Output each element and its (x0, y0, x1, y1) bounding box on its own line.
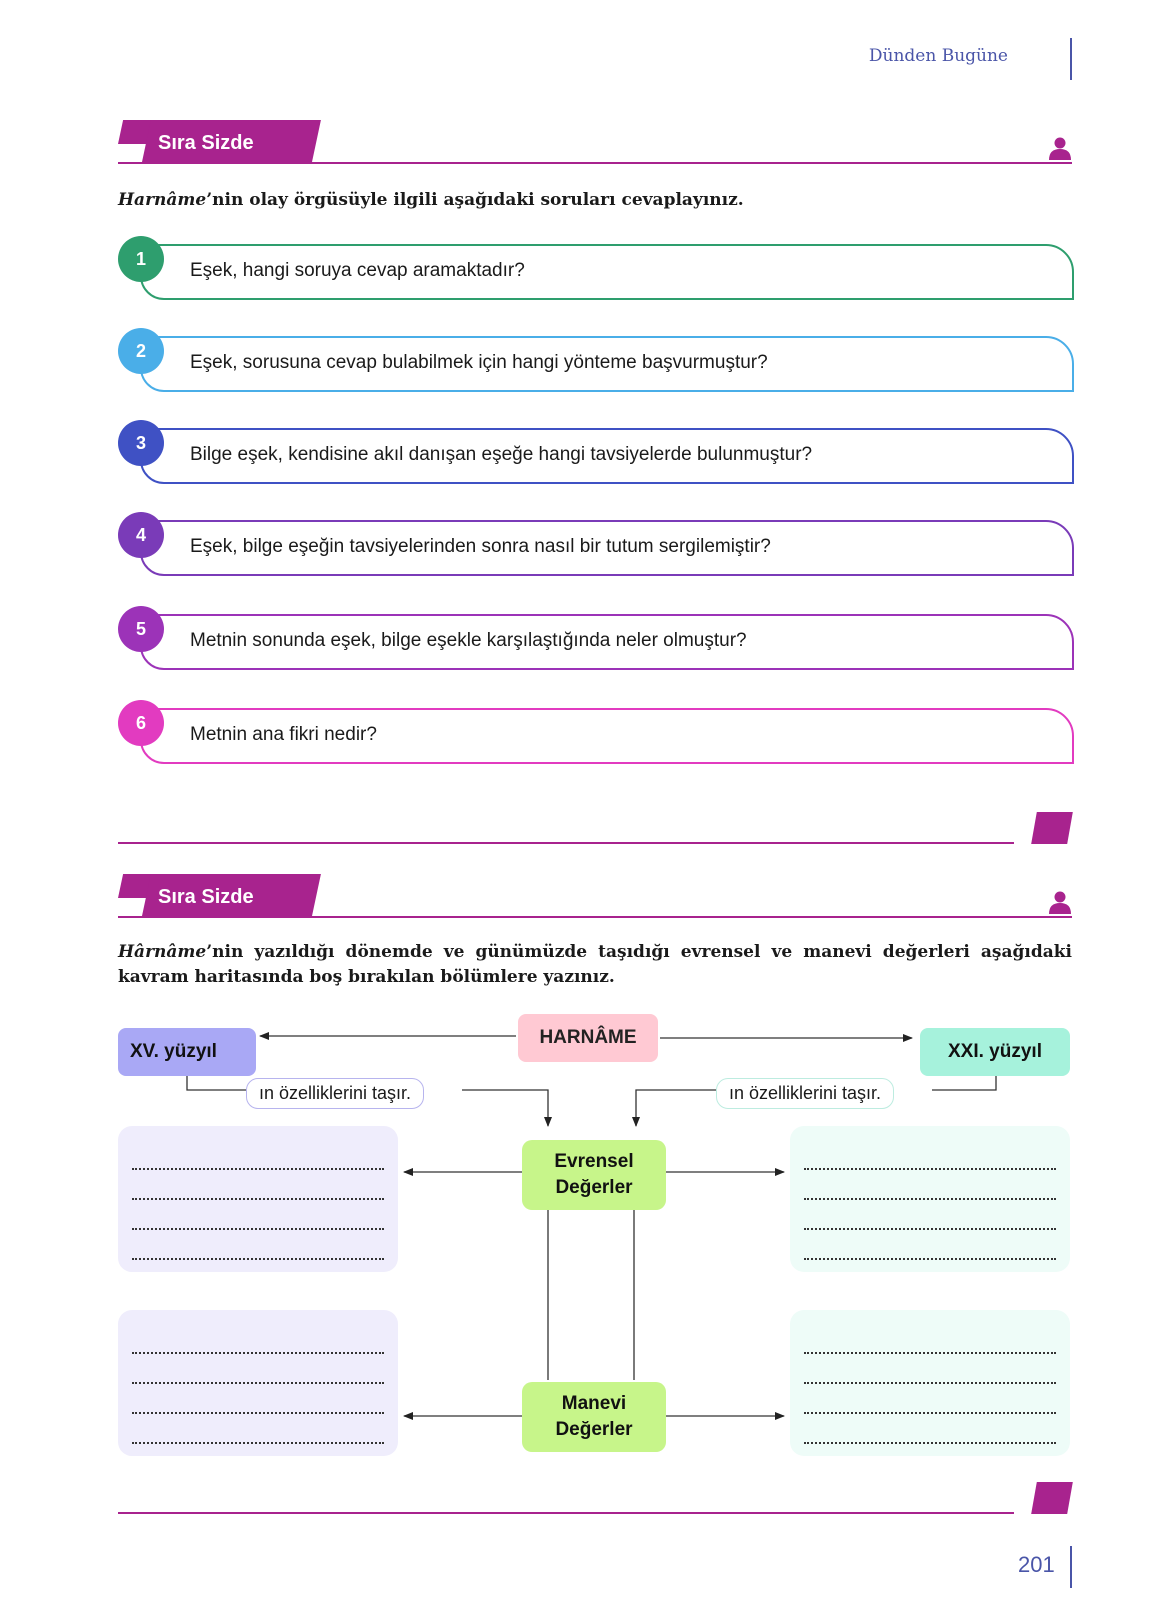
question-number: 5 (118, 606, 164, 652)
universal-values-node (522, 1140, 666, 1210)
question-number: 2 (118, 328, 164, 374)
question-number: 3 (118, 420, 164, 466)
xv-century-node: XV. yüzyıl (118, 1028, 256, 1076)
section-title: Sıra Sizde (158, 132, 254, 154)
question-number: 1 (118, 236, 164, 282)
question-text: Metnin ana fikri nedir? (190, 724, 377, 745)
page-number: 201 (1018, 1552, 1055, 1577)
section-end-block (1031, 1482, 1073, 1514)
page-number-bar (1070, 1546, 1072, 1588)
question-number: 4 (118, 512, 164, 558)
left-characteristics-pill: ın özelliklerini taşır. (246, 1078, 424, 1109)
question-text: Bilge eşek, kendisine akıl danışan eşeğe hangi tavsiyelerde bulunmuştur? (190, 444, 813, 465)
spiritual-values-node (522, 1382, 666, 1452)
section-title: Sıra Sizde (158, 886, 254, 908)
question-number: 6 (118, 700, 164, 746)
instruction-text: ’nin yazıldığı dönemde ve günümüzde taşıdığı evrensel ve manevi değerleri aşağıdaki kavram haritasında boş bırakılan bölümlere yazınız. (118, 942, 1072, 987)
xxi-century-node: XXI. yüzyıl (920, 1028, 1070, 1076)
question-text: Eşek, hangi soruya cevap aramaktadır? (190, 260, 525, 281)
xv-spiritual-answer-box[interactable] (118, 1310, 398, 1456)
question-text: Eşek, bilge eşeğin tavsiyelerinden sonra nasıl bir tutum sergilemiştir? (190, 536, 771, 557)
instruction-italic: Harnâme (118, 190, 207, 210)
question-text: Metnin sonunda eşek, bilge eşekle karşılaştığında neler olmuştur? (190, 630, 747, 651)
running-head: Dünden Bugüne (868, 46, 1008, 66)
universal-values-line2: Değerler (555, 1177, 633, 1198)
section-end-line (118, 1512, 1014, 1514)
harname-node: HARNÂME (518, 1014, 658, 1062)
spiritual-values-line1: Manevi (561, 1393, 627, 1414)
xxi-spiritual-answer-box[interactable] (790, 1310, 1070, 1456)
xxi-universal-answer-box[interactable] (790, 1126, 1070, 1272)
instruction-italic: Hârnâme (118, 942, 207, 962)
instruction-text: ’nin olay örgüsüyle ilgili aşağıdaki soruları cevaplayınız. (206, 190, 744, 210)
xv-universal-answer-box[interactable] (118, 1126, 398, 1272)
spiritual-values-line2: Değerler (555, 1419, 633, 1440)
right-characteristics-pill: ın özelliklerini taşır. (716, 1078, 894, 1109)
universal-values-line1: Evrensel (554, 1151, 634, 1172)
question-text: Eşek, sorusuna cevap bulabilmek için hangi yönteme başvurmuştur? (190, 352, 768, 373)
